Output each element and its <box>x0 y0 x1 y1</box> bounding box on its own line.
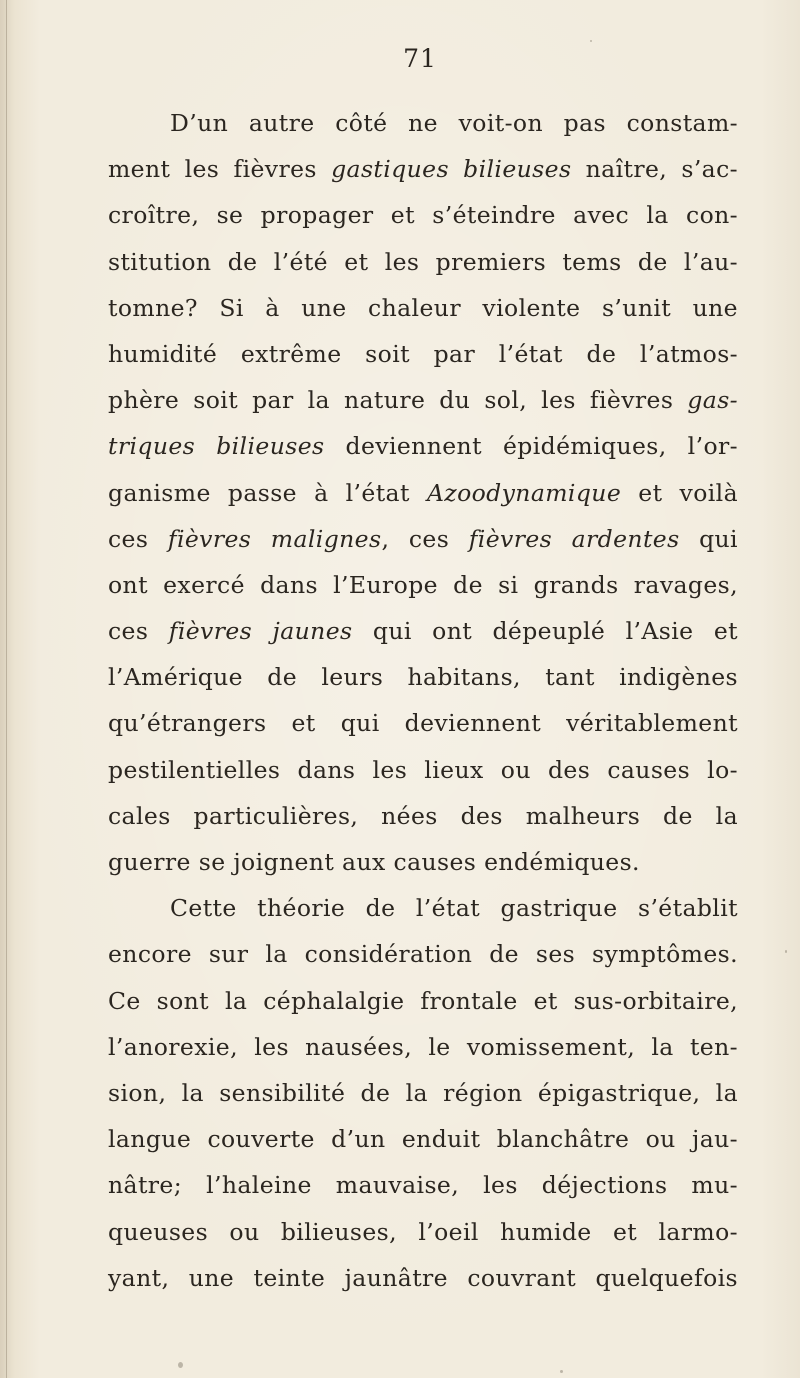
text-line <box>108 331 738 377</box>
text-run: pestilentielles dans les lieux ou des causes lo- <box>108 755 738 784</box>
text-line <box>108 885 738 931</box>
text-run: nâtre; l’haleine mauvaise, les déjections mu- <box>108 1171 738 1200</box>
text-line <box>108 978 738 1024</box>
text-line <box>108 562 738 608</box>
text-run: cales particulières, nées des malheurs de la <box>108 801 738 830</box>
text-line <box>108 1070 738 1116</box>
text-run: Cette théorie de l’état gastrique s’établit <box>170 894 738 923</box>
italic-text-run: gas- <box>687 386 738 415</box>
paper-speck <box>560 1370 563 1373</box>
text-line <box>108 1255 738 1301</box>
text-line <box>108 239 738 285</box>
text-line <box>108 423 738 469</box>
text-run: l’anorexie, les nausées, le vomissement, la ten- <box>108 1032 738 1061</box>
text-run: et voilà <box>621 478 739 507</box>
italic-text-run: triques bilieuses <box>108 432 325 461</box>
text-run: croître, se propager et s’éteindre avec la con- <box>108 201 738 230</box>
text-run: Ce sont la céphalalgie frontale et sus-orbitaire, <box>108 986 738 1015</box>
text-line <box>108 100 738 146</box>
text-run: guerre se joignent aux causes endémiques. <box>108 848 640 876</box>
text-line <box>108 931 738 977</box>
text-run: queuses ou bilieuses, l’oeil humide et larmo- <box>108 1217 738 1246</box>
text-run: encore sur la considération de ses symptômes. <box>108 940 738 969</box>
page-gutter-edge <box>6 0 7 1378</box>
text-run: ont exercé dans l’Europe de si grands ravages, <box>108 570 738 599</box>
text-run: ces <box>108 617 169 646</box>
text-run: qui ont dépeuplé l’Asie et <box>352 617 738 646</box>
text-run: l’Amérique de leurs habitans, tant indigènes <box>108 663 738 692</box>
page-number: 71 <box>403 44 437 73</box>
text-line <box>108 1162 738 1208</box>
body-text <box>108 100 738 1301</box>
text-run: ganisme passe à l’état <box>108 478 427 507</box>
text-run: D’un autre côté ne voit-on pas constam- <box>170 109 738 137</box>
italic-text-run: fièvres jaunes <box>168 617 353 646</box>
paper-speck <box>590 40 592 42</box>
paper-speck <box>178 1362 183 1368</box>
italic-text-run: fièvres malignes <box>167 524 382 553</box>
text-line <box>108 700 738 746</box>
text-line <box>108 285 738 331</box>
text-run: humidité extrême soit par l’état de l’atmos- <box>108 339 738 368</box>
text-run: phère soit par la nature du sol, les fièvres <box>108 386 688 415</box>
text-run: qui <box>679 524 738 553</box>
text-line <box>108 516 738 562</box>
text-line <box>108 793 738 839</box>
text-line <box>108 1116 738 1162</box>
italic-text-run: gastiques bilieuses <box>331 155 572 184</box>
text-run: tomne? Si à une chaleur violente s’unit une <box>108 293 738 322</box>
text-line <box>108 747 738 793</box>
text-line <box>108 1024 738 1070</box>
text-run: qu’étrangers et qui deviennent véritablement <box>108 709 738 738</box>
text-line <box>108 608 738 654</box>
text-run: naître, s’ac- <box>571 155 738 184</box>
text-run: deviennent épidémiques, l’or- <box>324 432 738 461</box>
paper-speck <box>785 950 787 953</box>
italic-text-run: fièvres ardentes <box>468 524 680 553</box>
text-run: sion, la sensibilité de la région épigastrique, la <box>108 1078 738 1107</box>
text-run: stitution de l’été et les premiers tems de l’au- <box>108 247 738 276</box>
text-run: langue couverte d’un enduit blanchâtre ou jau- <box>108 1125 738 1154</box>
text-run: , ces <box>381 524 469 553</box>
text-line <box>108 377 738 423</box>
text-line <box>108 470 738 516</box>
text-line <box>108 192 738 238</box>
text-line <box>108 839 738 885</box>
text-run: ces <box>108 524 168 553</box>
text-line <box>108 1209 738 1255</box>
italic-text-run: Azoodynamique <box>426 478 622 507</box>
text-run: yant, une teinte jaunâtre couvrant quelquefois <box>108 1263 738 1292</box>
text-run: ment les fièvres <box>108 155 332 184</box>
text-line <box>108 654 738 700</box>
text-line <box>108 146 738 192</box>
